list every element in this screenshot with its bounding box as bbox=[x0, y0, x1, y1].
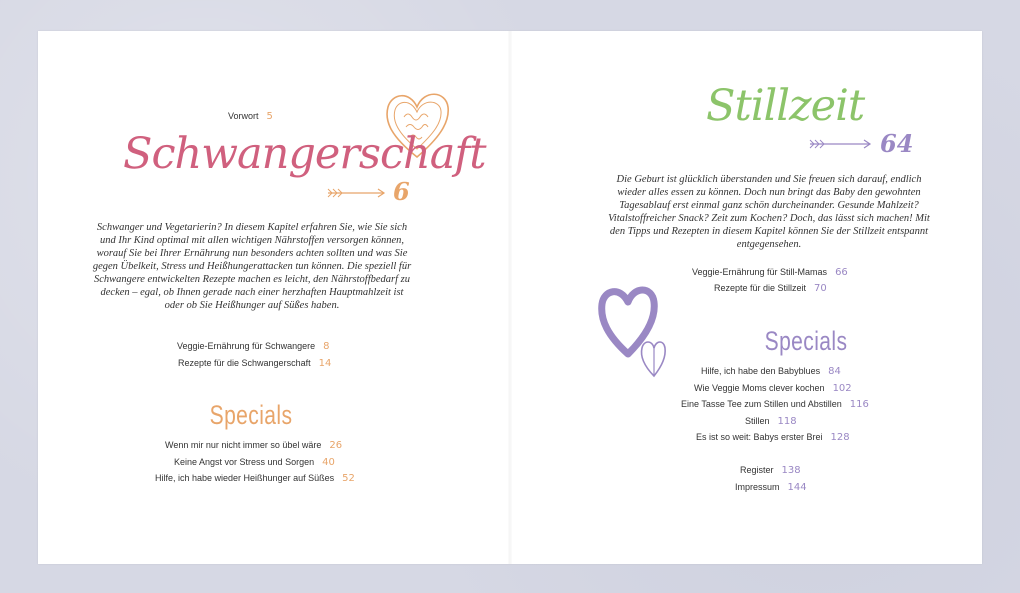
special-item[interactable] bbox=[701, 366, 841, 377]
special-item[interactable] bbox=[681, 399, 869, 410]
toc-label: Impressum bbox=[735, 482, 780, 492]
toc-foreword[interactable] bbox=[228, 111, 273, 122]
toc-label: Rezepte für die Stillzeit bbox=[714, 283, 807, 293]
toc-page-number: 26 bbox=[329, 440, 343, 451]
chapter-page-number: 64 bbox=[880, 129, 914, 158]
toc-label: Es ist so weit: Babys erster Brei bbox=[696, 432, 823, 442]
toc-label: Wenn mir nur nicht immer so übel wäre bbox=[165, 440, 322, 450]
special-item[interactable] bbox=[155, 473, 355, 484]
special-item[interactable] bbox=[696, 432, 850, 443]
toc-item[interactable] bbox=[178, 358, 331, 369]
chapter-intro: Schwanger und Vegetarierin? In diesem Kapitel erfahren Sie, wie Sie sich und Ihr Kind optimal mit allen wichtigen Nährstoffen versorgen können, worauf Sie bei Ihrer Ernährung nun besonders achten sollten und was Sie gegen Übelkeit, Stress und Heißhungerattacken tun können. Die speziell für Schwangere entwickelten Rezepte machen es leicht, den Nährstoffbedarf zu decken – egal, ob Ihnen gerade nach einer herzhaften Hauptmahlzeit ist oder ob Sie Heißhunger auf Süßes haben. bbox=[92, 222, 412, 311]
chapter-intro: Die Geburt ist glücklich überstanden und Sie freuen sich darauf, endlich wieder alles essen zu können. Doch nun bringt das Baby den gewohnten Tagesablauf erst einmal ganz schön durcheinander. Gesunde Mahlzeit? Vitalstoffreicher Snack? Zeit zum Kochen? Doch, das lässt sich machen! Mit den Tipps und Rezepten in diesem Kapitel können Sie der Stillzeit entspannt entgegensehen. bbox=[608, 174, 930, 250]
toc-page-number: 70 bbox=[814, 283, 827, 294]
chapter-title: Stillzeit bbox=[706, 81, 865, 131]
right-page bbox=[510, 31, 982, 564]
arrow-icon bbox=[808, 137, 874, 151]
toc-label: Vorwort bbox=[228, 111, 259, 121]
toc-label: Stillen bbox=[745, 416, 770, 426]
toc-item[interactable] bbox=[714, 283, 827, 294]
toc-page-number: 128 bbox=[830, 432, 850, 443]
toc-label: Veggie-Ernährung für Still-Mamas bbox=[692, 267, 828, 277]
toc-label: Rezepte für die Schwangerschaft bbox=[178, 358, 311, 368]
toc-label: Keine Angst vor Stress und Sorgen bbox=[174, 457, 315, 467]
toc-page-number: 102 bbox=[832, 383, 852, 394]
toc-page-number: 118 bbox=[777, 416, 797, 427]
toc-page-number: 144 bbox=[787, 482, 807, 493]
toc-page-number: 5 bbox=[266, 111, 273, 122]
special-item[interactable] bbox=[694, 383, 852, 394]
specials-heading: Specials bbox=[764, 326, 848, 356]
special-item[interactable] bbox=[165, 440, 342, 451]
double-heart-icon bbox=[598, 284, 670, 380]
toc-page-number: 138 bbox=[781, 465, 801, 476]
toc-page-number: 14 bbox=[318, 358, 332, 369]
appendix-item[interactable] bbox=[740, 465, 801, 476]
toc-page-number: 8 bbox=[323, 341, 330, 352]
chapter-title: Schwangerschaft bbox=[123, 129, 486, 179]
toc-label: Eine Tasse Tee zum Stillen und Abstillen bbox=[681, 399, 842, 409]
specials-heading: Specials bbox=[209, 400, 293, 430]
toc-page-number: 84 bbox=[828, 366, 841, 377]
chapter-page-number: 6 bbox=[393, 177, 410, 206]
appendix-item[interactable] bbox=[735, 482, 807, 493]
toc-label: Veggie-Ernährung für Schwangere bbox=[177, 341, 316, 351]
toc-page-number: 40 bbox=[322, 457, 335, 468]
toc-label: Hilfe, ich habe den Babyblues bbox=[701, 366, 821, 376]
toc-page-number: 116 bbox=[849, 399, 869, 410]
toc-label: Hilfe, ich habe wieder Heißhunger auf Süßes bbox=[155, 473, 335, 483]
toc-item[interactable] bbox=[692, 267, 848, 278]
toc-label: Wie Veggie Moms clever kochen bbox=[694, 383, 825, 393]
left-page bbox=[38, 31, 510, 564]
toc-page-number: 52 bbox=[342, 473, 355, 484]
arrow-icon bbox=[326, 186, 388, 200]
toc-item[interactable] bbox=[177, 341, 329, 352]
book-spread bbox=[38, 31, 982, 564]
toc-label: Register bbox=[740, 465, 774, 475]
toc-page-number: 66 bbox=[835, 267, 848, 278]
special-item[interactable] bbox=[174, 457, 335, 468]
special-item[interactable] bbox=[745, 416, 797, 427]
